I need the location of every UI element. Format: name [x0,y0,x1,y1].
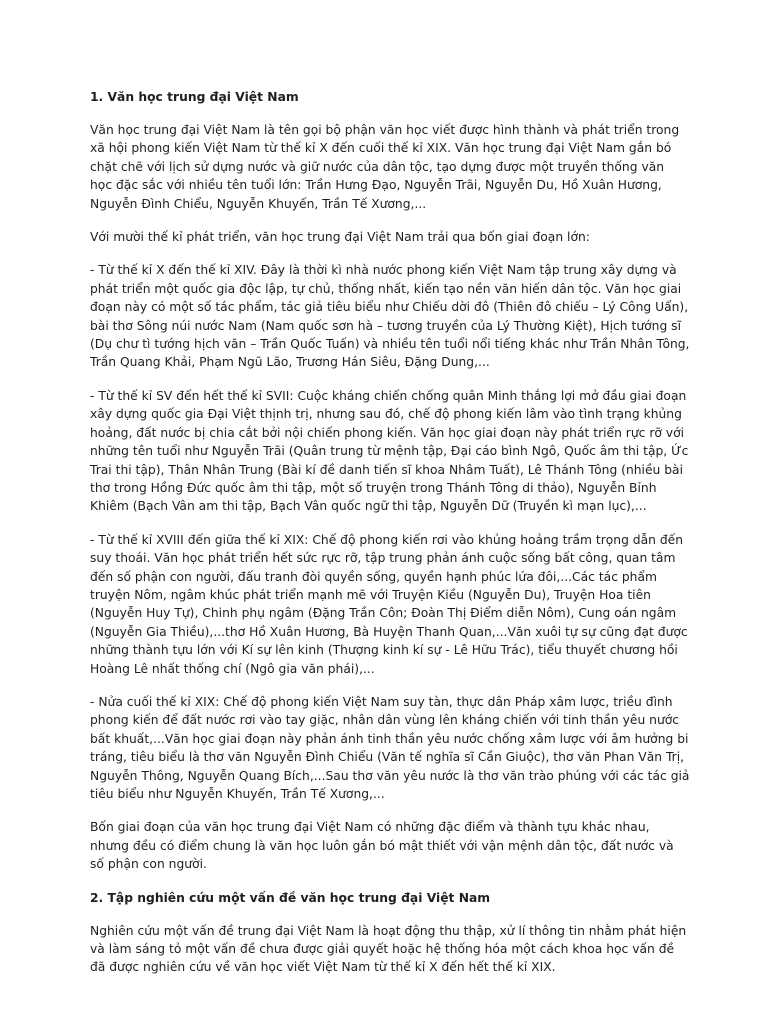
intro-paragraph: Văn học trung đại Việt Nam là tên gọi bộ phận văn học viết được hình thành và phát triển trong xã hội phong kiến Việt Nam từ thế kỉ X đến cuối thế kỉ XIX. Văn học trung đại Việt Nam gắn bó chặt chẽ với lịch sử dựng nước và giữ nước của dân tộc, tạo dựng được một truyền thống văn học đặc sắc với nhiều tên tuổi lớn: Trần Hưng Đạo, Nguyễn Trãi, Nguyễn Du, Hồ Xuân Hương, Nguyễn Đình Chiểu, Nguyễn Khuyến, Trần Tế Xương,... [90,123,680,211]
period-2-paragraph: - Từ thế kỉ SV đến hết thế kỉ SVII: Cuộc kháng chiến chống quân Minh thắng lợi mở đầu giai đoạn xây dựng quốc gia Đại Việt thịnh trị, nhưng sau đó, chế độ phong kiến lâm vào tình trạng khủng hoảng, đất nước bị chia cắt bởi nội chiến phong kiến. Văn học giai đoạn này phát triển rực rỡ với những tên tuổi như Nguyễn Trãi (Quân trung từ mệnh tập, Đại cáo bình Ngô, Quốc âm thi tập, Ức Trai thi tập), Thân Nhân Trung (Bài kí đề danh tiến sĩ khoa Nhâm Tuất), Lê Thánh Tông (nhiều bài thơ trong Hồng Đức quốc âm thi tập, một số truyện trong Thánh Tông di thảo), Nguyễn Bỉnh Khiêm (Bạch Vân am thi tập, Bạch Vân quốc ngữ thi tập, Nguyễn Dữ (Truyền kì mạn lục),... [90,388,689,514]
period-1-paragraph: - Từ thế kỉ X đến thế kỉ XIV. Đây là thời kì nhà nước phong kiến Việt Nam tập trung xây dựng và phát triển một quốc gia độc lập, tự chủ, thống nhất, kiến tạo nền văn hiến dân tộc. Văn học giai đoạn này có một số tác phẩm, tác giả tiêu biểu như Chiếu dời đô (Thiên đô chiếu – Lý Công Uẩn), bài thơ Sông núi nước Nam (Nam quốc sơn hà – tương truyền của Lý Thường Kiệt), Hịch tướng sĩ (Dụ chư tì tướng hịch văn – Trần Quốc Tuấn) và nhiều tên tuổi nổi tiếng khác như Trần Nhân Tông, Trần Quang Khải, Phạm Ngũ Lão, Trương Hán Siêu, Đặng Dung,... [90,263,690,370]
summary-paragraph: Bốn giai đoạn của văn học trung đại Việt Nam có những đặc điểm và thành tựu khác nhau, nhưng đều có điểm chung là văn học luôn gắn bó mật thiết với vận mệnh dân tộc, đất nước và số phận con người. [90,820,674,872]
periods-intro-paragraph: Với mười thế kỉ phát triển, văn học trung đại Việt Nam trải qua bốn giai đoạn lớn: [90,230,590,245]
period-3-paragraph: - Từ thế kỉ XVIII đến giữa thế kỉ XIX: Chế độ phong kiến rơi vào khủng hoảng trầm trọng dẫn đến suy thoái. Văn học phát triển hết sức rực rỡ, tập trung phản ánh cuộc sống bất công, quan tâm đến số phận con người, đấu tranh đòi quyền sống, quyền hạnh phúc lứa đôi,...Các tác phẩm truyện Nôm, ngâm khúc phát triển mạnh mẽ với Truyện Kiều (Nguyễn Du), Truyện Hoa tiên (Nguyễn Huy Tự), Chinh phụ ngâm (Đặng Trần Côn; Đoàn Thị Điểm diễn Nôm), Cung oán ngâm (Nguyễn Gia Thiều),...thơ Hồ Xuân Hương, Bà Huyện Thanh Quan,...Văn xuôi tự sự cũng đạt được những thành tựu lớn với Kí sự lên kinh (Thượng kinh kí sự - Lê Hữu Trác), tiểu thuyết chương hồi Hoàng Lê nhất thống chí (Ngô gia văn phái),... [90,532,688,676]
section-heading-2: 2. Tập nghiên cứu một vấn đề văn học trung đại Việt Nam [90,890,491,905]
section-heading-1: 1. Văn học trung đại Việt Nam [90,90,299,104]
document-page [90,88,690,992]
period-4-paragraph: - Nửa cuối thế kỉ XIX: Chế độ phong kiến Việt Nam suy tàn, thực dân Pháp xâm lược, triều đình phong kiến để đất nước rơi vào tay giặc, nhân dân vùng lên kháng chiến với tinh thần yêu nước bất khuất,...Văn học giai đoạn này phản ánh tinh thần yêu nước chống xâm lược với âm hưởng bi tráng, tiêu biểu là thơ văn Nguyễn Đình Chiểu (Văn tế nghĩa sĩ Cần Giuộc), thơ văn Phan Văn Trị, Nguyễn Thông, Nguyễn Quang Bích,...Sau thơ văn yêu nước là thơ văn trào phúng với các tác giả tiêu biểu như Nguyễn Khuyến, Trần Tế Xương,... [90,694,690,801]
research-paragraph: Nghiên cứu một vấn đề trung đại Việt Nam là hoạt động thu thập, xử lí thông tin nhằm phát hiện và làm sáng tỏ một vấn đề chưa được giải quyết hoặc hệ thống hóa một cách khoa học vấn đề đã được nghiên cứu về văn học viết Việt Nam từ thế kỉ X đến hết thế kỉ XIX. [90,923,687,975]
